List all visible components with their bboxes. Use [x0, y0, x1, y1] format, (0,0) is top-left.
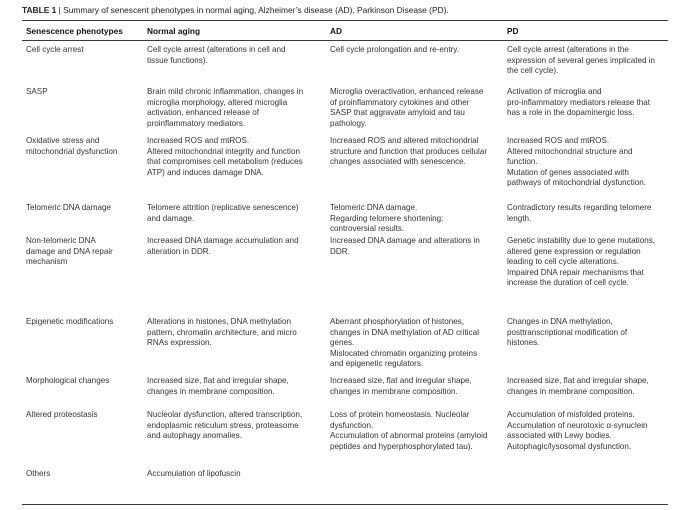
cell-line: of proinflammatory cytokines and other [330, 97, 470, 107]
cell-line: SASP that aggravate amyloid and tau [330, 108, 465, 118]
cell-ad [326, 86, 503, 135]
cell-ad [326, 375, 503, 409]
cell-line: Non-telomeric DNA [26, 236, 96, 246]
senescence-table [22, 20, 668, 483]
cell-line: Increased ROS and altered mitochondrial [330, 136, 479, 146]
cell-line: associated with Lewy bodies. [507, 431, 612, 441]
cell-line: and autophagy anomalies. [147, 431, 242, 441]
cell-line: has a role in the dopaminergic loss. [507, 108, 635, 118]
cell-normal [143, 235, 326, 316]
cell-ad [326, 202, 503, 235]
cell-line: ATP) and induces damage DNA. [147, 167, 264, 177]
cell-line: Telomere attrition (replicative senescence) [147, 203, 299, 213]
cell-line: increase the duration of cell cycle. [507, 278, 629, 288]
cell-line: proinflammatory mediators. [147, 118, 246, 128]
cell-normal [143, 86, 326, 135]
cell-line: mechanism [26, 257, 68, 267]
table-row [22, 202, 668, 235]
cell-line: pathways of mitochondrial dysfunction. [507, 178, 647, 188]
cell-line: Epigenetic modifications [26, 317, 114, 327]
cell-ad [326, 41, 503, 87]
cell-line: changes associated with senescence. [330, 157, 466, 167]
cell-line: Cell cycle prolongation and re-entry. [330, 45, 459, 55]
cell-normal [143, 202, 326, 235]
cell-line: and epigenetic regulators. [330, 359, 424, 369]
cell-line: Increased DNA damage accumulation and [147, 236, 299, 246]
cell-line: Morphological changes [26, 376, 110, 386]
cell-phenotype [22, 86, 143, 135]
header-pd: PD [503, 21, 668, 41]
cell-line: microglia morphology, altered microglia [147, 97, 288, 107]
table-row [22, 135, 668, 202]
header-normal-aging: Normal aging [143, 21, 326, 41]
cell-line: Telomeric DNA damage. [330, 203, 418, 213]
cell-line: Brain mild chronic inflammation, changes in [147, 87, 304, 97]
table-caption [22, 5, 449, 15]
cell-pd [503, 202, 668, 235]
cell-line: Cell cycle arrest [26, 45, 84, 55]
cell-line: pattern, chromatin architecture, and micro [147, 327, 297, 337]
cell-line: controversial results. [330, 224, 405, 234]
cell-line: Cell cycle arrest (alterations in the [507, 45, 629, 55]
cell-phenotype [22, 316, 143, 375]
cell-line: the cell cycle). [507, 66, 559, 76]
cell-line: dysfunction. [330, 420, 374, 430]
table-row [22, 316, 668, 375]
cell-line: Impaired DNA repair mechanisms that [507, 267, 644, 277]
cell-line: Increased DNA damage and alterations in [330, 236, 480, 246]
cell-phenotype [22, 202, 143, 235]
cell-normal [143, 468, 326, 483]
cell-line: Mutation of genes associated with [507, 167, 629, 177]
cell-line: pro-inflammatory mediators release that [507, 97, 651, 107]
cell-line: Accumulation of abnormal proteins (amyloid [330, 431, 488, 441]
cell-ad [326, 409, 503, 468]
caption-separator: | [58, 5, 61, 15]
cell-line: changes in membrane composition. [507, 386, 635, 396]
cell-phenotype [22, 409, 143, 468]
cell-line: Loss of protein homeostasis. Nucleolar [330, 410, 470, 420]
cell-phenotype [22, 235, 143, 316]
cell-line: Activation of microglia and [507, 87, 602, 97]
cell-line: Oxidative stress and [26, 136, 100, 146]
cell-line: pathology. [330, 118, 367, 128]
cell-line: Microglia overactivation, enhanced release [330, 87, 484, 97]
cell-line: Nucleolar dysfunction, altered transcription, [147, 410, 303, 420]
cell-normal [143, 135, 326, 202]
cell-line: Telomeric DNA damage [26, 203, 112, 213]
cell-normal [143, 316, 326, 375]
table-header-row [22, 21, 668, 41]
cell-line: expression of several genes implicated in [507, 55, 656, 65]
cell-normal [143, 41, 326, 87]
cell-line: Contradictory results regarding telomere [507, 203, 652, 213]
cell-line: and damage. [147, 213, 195, 223]
cell-line: altered gene expression or regulation [507, 246, 641, 256]
cell-phenotype [22, 375, 143, 409]
table-bottom-rule [22, 504, 668, 505]
cell-line: Altered proteostasis [26, 410, 98, 420]
cell-ad [326, 316, 503, 375]
cell-line: Regarding telomere shortening: [330, 213, 444, 223]
table-row [22, 375, 668, 409]
cell-line: Alterations in histones, DNA methylation [147, 317, 291, 327]
cell-line: structure and function that produces cellular [330, 146, 488, 156]
cell-line: damage and DNA repair [26, 246, 113, 256]
cell-line: endoplasmic reticulum stress, proteasome [147, 420, 299, 430]
cell-pd [503, 409, 668, 468]
cell-line: Accumulation of misfolded proteins. [507, 410, 635, 420]
cell-phenotype [22, 41, 143, 87]
cell-line: DDR. [330, 246, 350, 256]
cell-pd [503, 135, 668, 202]
cell-line: Genetic instability due to gene mutations, [507, 236, 656, 246]
cell-pd [503, 316, 668, 375]
cell-line: mitochondrial dysfunction [26, 146, 118, 156]
cell-line: Mislocated chromatin organizing proteins [330, 348, 478, 358]
cell-line: genes. [330, 338, 355, 348]
cell-line: Increased size, flat and irregular shape, [147, 376, 289, 386]
cell-line: Cell cycle arrest (alterations in cell and [147, 45, 286, 55]
cell-line: alteration in DDR. [147, 246, 211, 256]
header-ad: AD [326, 21, 503, 41]
cell-pd [503, 41, 668, 87]
cell-phenotype [22, 468, 143, 483]
cell-line: changes in membrane composition. [147, 386, 275, 396]
cell-line: changes in DNA methylation of AD critical [330, 327, 479, 337]
cell-ad [326, 468, 503, 483]
cell-line: Increased size, flat and irregular shape, [507, 376, 649, 386]
table-label: TABLE 1 [22, 5, 57, 15]
cell-line: Altered mitochondrial integrity and function [147, 146, 300, 156]
cell-line: Accumulation of lipofuscin [147, 469, 241, 479]
cell-normal [143, 409, 326, 468]
cell-line: changes in membrane composition. [330, 386, 458, 396]
cell-line: Accumulation of neurotoxic α-synuclein [507, 420, 648, 430]
cell-line: Changes in DNA methylation, [507, 317, 613, 327]
cell-line: tissue functions). [147, 55, 208, 65]
cell-pd [503, 375, 668, 409]
cell-line: Increased size, flat and irregular shape, [330, 376, 472, 386]
header-phenotypes: Senescence phenotypes [22, 21, 143, 41]
cell-pd [503, 86, 668, 135]
cell-line: Aberrant phosphorylation of histones, [330, 317, 465, 327]
cell-line: SASP [26, 87, 48, 97]
table-row [22, 41, 668, 87]
cell-line: Altered mitochondrial structure and [507, 146, 633, 156]
cell-ad [326, 235, 503, 316]
table-row [22, 409, 668, 468]
cell-pd [503, 235, 668, 316]
cell-line: Increased ROS and mtROS. [507, 136, 610, 146]
cell-line: Others [26, 469, 51, 479]
caption-text: Summary of senescent phenotypes in normal aging, Alzheimer’s disease (AD), Parkinson Disease (PD). [63, 5, 449, 15]
cell-line: posttranscriptional modification of [507, 327, 628, 337]
cell-line: Autophagic/lysosomal dysfunction. [507, 441, 632, 451]
cell-line: Increased ROS and mtROS. [147, 136, 250, 146]
table-row [22, 468, 668, 483]
cell-line: RNAs expression. [147, 338, 212, 348]
cell-line: that compromises cell metabolism (reduces [147, 157, 303, 167]
table-row [22, 235, 668, 316]
cell-line: histones. [507, 338, 540, 348]
cell-line: activation, enhanced release of [147, 108, 260, 118]
cell-phenotype [22, 135, 143, 202]
cell-normal [143, 375, 326, 409]
cell-line: leading to cell cycle alterations. [507, 257, 620, 267]
cell-pd [503, 468, 668, 483]
table-row [22, 86, 668, 135]
cell-ad [326, 135, 503, 202]
cell-line: length. [507, 213, 532, 223]
cell-line: function. [507, 157, 538, 167]
cell-line: peptides and hyperphosphorylated tau). [330, 441, 473, 451]
